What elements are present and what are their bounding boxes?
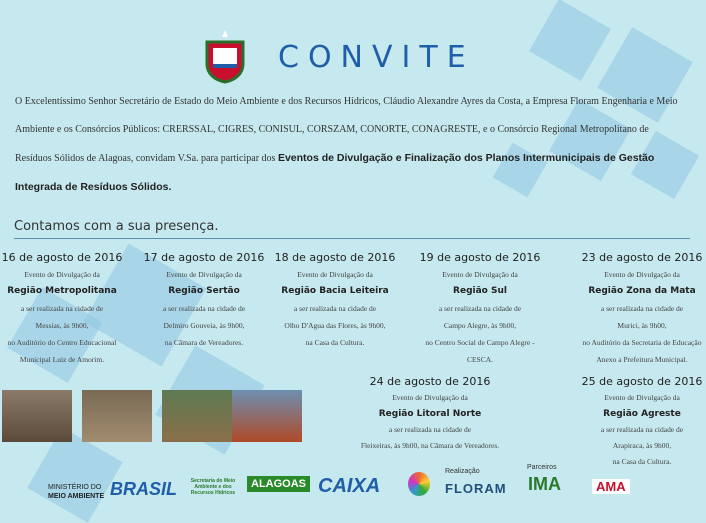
photo-4 — [232, 390, 302, 442]
event-4 — [416, 250, 544, 368]
event-line: a ser realizada na cidade de — [438, 304, 522, 313]
brasil-logo: BRASIL — [110, 479, 177, 499]
photo-2 — [82, 390, 152, 442]
event-6 — [340, 374, 520, 454]
event-region: Região Agreste — [603, 409, 681, 419]
event-line: a ser realizada na cidade de — [600, 425, 684, 434]
event-line: Murici, às 9h00, — [617, 321, 667, 330]
ima-logo: IMA — [528, 474, 561, 494]
event-line: Campo Alegre, às 9h00, — [443, 321, 517, 330]
floram-logo: FLORAM — [445, 481, 507, 496]
realizacao-label: Realização — [445, 468, 480, 475]
event-2 — [140, 250, 268, 351]
ministerio-logo: MINISTÉRIO DO MEIO AMBIENTE — [48, 484, 105, 500]
event-date: 17 de agosto de 2016 — [143, 251, 265, 264]
intro-highlight: Eventos de Divulgação e Finalização dos Planos Intermunicipais de Gestão Integrada de Resíduos Sólidos. — [15, 152, 655, 193]
event-line: a ser realizada na cidade de — [388, 425, 472, 434]
event-region: Região Zona da Mata — [588, 286, 696, 296]
event-3 — [271, 250, 399, 351]
event-date: 25 de agosto de 2016 — [581, 375, 703, 388]
event-line: a ser realizada na cidade de — [293, 304, 377, 313]
event-region: Região Metropolitana — [7, 286, 117, 296]
event-line: Municipal Luiz de Amorim. — [19, 355, 105, 364]
parceiros-label: Parceiros — [527, 464, 557, 471]
event-line: Anexo a Prefeitura Municipal. — [596, 355, 688, 364]
event-line: Fleixeiras, às 9h00, na Câmara de Vereadores. — [360, 441, 500, 450]
event-5 — [578, 250, 706, 368]
page-title: CONVITE — [278, 40, 475, 75]
event-date: 19 de agosto de 2016 — [419, 251, 541, 264]
event-label: Evento de Divulgação da — [604, 393, 680, 402]
divider — [14, 238, 690, 239]
ama-logo: AMA — [592, 479, 630, 494]
event-date: 23 de agosto de 2016 — [581, 251, 703, 264]
photo-1 — [2, 390, 72, 442]
event-date: 24 de agosto de 2016 — [369, 375, 491, 388]
secretaria-logo: Secretaria do Meio Ambiente e dos Recursos Hídricos — [190, 478, 236, 496]
flower-logo — [408, 472, 430, 496]
event-date: 16 de agosto de 2016 — [1, 251, 123, 264]
event-line: Delmiro Gouveia, às 9h00, — [163, 321, 245, 330]
event-label: Evento de Divulgação da — [24, 270, 100, 279]
event-label: Evento de Divulgação da — [297, 270, 373, 279]
event-line: Arapiraca, às 9h00, — [612, 441, 672, 450]
event-7 — [578, 374, 706, 470]
event-label: Evento de Divulgação da — [392, 393, 468, 402]
event-line: a ser realizada na cidade de — [20, 304, 104, 313]
event-line: Messias, às 9h00, — [35, 321, 89, 330]
event-line: CESCA. — [466, 355, 494, 364]
event-line: na Casa da Cultura. — [305, 338, 365, 347]
event-line: Olho D'Agua das Flores, às 9h00, — [284, 321, 386, 330]
alagoas-crest-logo — [195, 28, 255, 88]
event-line: na Câmara de Vereadores. — [164, 338, 244, 347]
photo-3 — [162, 390, 232, 442]
event-region: Região Sertão — [168, 286, 240, 296]
event-region: Região Bacia Leiteira — [281, 286, 389, 296]
intro-text: O Excelentíssimo Senhor Secretário de Estado do Meio Ambiente e dos Recursos Hídricos, Cláudio Alexandre Ayres da Costa, a Empresa Floram Engenharia e Meio Ambiente e os Consórcios Públicos: CRERSSAL, CIGRES, CONISUL, CORSZAM, CONORTE, CONAGRESTE, e o Consórcio Regional Metropolitano de Resíduos Sólidos de Alagoas, convidam V.Sa. para participar dos Eventos de Divulgação e Finalização dos Planos Intermunicipais de Gestão Integrada de Resíduos Sólidos. — [15, 96, 678, 193]
event-line: a ser realizada na cidade de — [600, 304, 684, 313]
event-date: 18 de agosto de 2016 — [274, 251, 396, 264]
event-line: no Centro Social de Campo Alegre - — [425, 338, 535, 347]
event-label: Evento de Divulgação da — [442, 270, 518, 279]
event-line: no Auditório da Secretaria de Educação — [582, 338, 702, 347]
alagoas-logo: ALAGOAS — [247, 476, 310, 492]
caixa-logo: CAIXA — [318, 475, 381, 497]
event-line: na Casa da Cultura. — [612, 457, 672, 466]
event-label: Evento de Divulgação da — [166, 270, 242, 279]
event-1 — [0, 250, 126, 368]
event-line: no Auditório do Centro Educacional — [7, 338, 117, 347]
presenca-text: Contamos com a sua presença. — [14, 219, 219, 234]
event-region: Região Litoral Norte — [378, 409, 482, 419]
event-label: Evento de Divulgação da — [604, 270, 680, 279]
event-region: Região Sul — [453, 286, 507, 296]
event-line: a ser realizada na cidade de — [162, 304, 246, 313]
